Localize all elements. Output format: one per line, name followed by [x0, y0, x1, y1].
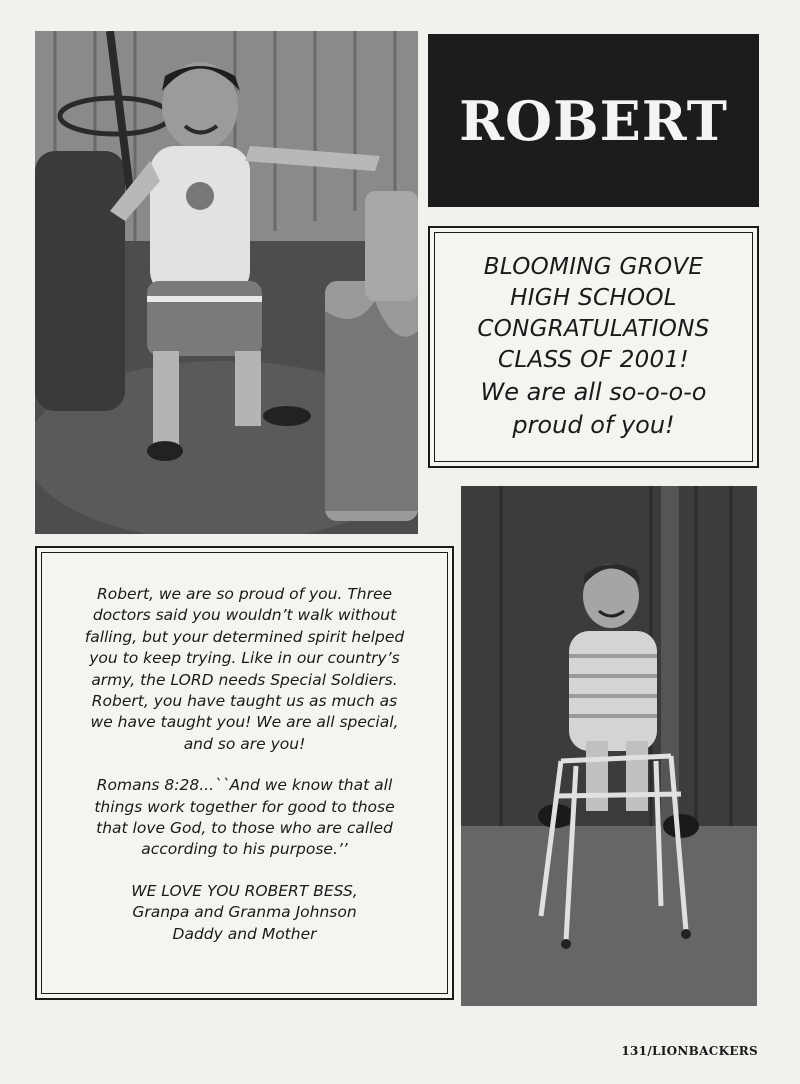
congrats-line: HIGH SCHOOL — [510, 285, 677, 311]
signoff-line: WE LOVE YOU ROBERT BESS, — [131, 881, 358, 900]
congrats-line: CONGRATULATIONS — [477, 316, 710, 342]
message-line: you to keep trying. Like in our country’s — [89, 649, 400, 668]
message-line: doctors said you wouldn’t walk without — [92, 606, 397, 625]
name-banner — [428, 34, 759, 207]
message-box — [35, 546, 454, 1000]
congrats-line: CLASS OF 2001! — [498, 347, 689, 373]
signoff-line: Granpa and Granma Johnson — [132, 903, 357, 922]
message-text — [51, 584, 438, 965]
signoff-line: Daddy and Mother — [172, 924, 317, 943]
message-line: falling, but your determined spirit helped — [84, 627, 405, 646]
scripture-line: things work together for good to those — [94, 797, 395, 816]
photo-toddler-walker — [461, 486, 757, 1006]
photo-toddler-dancing-image — [35, 31, 418, 534]
scripture-line: according to his purpose.’’ — [141, 840, 348, 859]
page-footer: 131/LIONBACKERS — [621, 1044, 758, 1058]
message-line: and so are you! — [183, 734, 306, 753]
congrats-line: BLOOMING GROVE — [483, 254, 704, 280]
scripture-paragraph — [51, 775, 438, 861]
photo-toddler-dancing — [35, 31, 418, 534]
scripture-line: that love God, to those who are called — [96, 819, 393, 838]
message-line: Robert, we are so proud of you. Three — [96, 585, 393, 603]
message-paragraph — [51, 584, 438, 755]
message-line: Robert, you have taught us as much as — [91, 692, 398, 711]
congrats-line: proud of you! — [512, 411, 675, 439]
name-title: ROBERT — [459, 88, 728, 153]
congratulations-text — [440, 238, 747, 456]
signoff-paragraph — [51, 881, 438, 945]
message-line: we have taught you! We are all special, — [90, 713, 399, 732]
scripture-line: Romans 8:28...``And we know that all — [96, 776, 393, 795]
photo-toddler-walker-image — [461, 486, 757, 1006]
congrats-line: We are all so-o-o-o — [480, 378, 707, 406]
message-line: army, the LORD needs Special Soldiers. — [91, 670, 398, 689]
congratulations-box — [428, 226, 759, 468]
